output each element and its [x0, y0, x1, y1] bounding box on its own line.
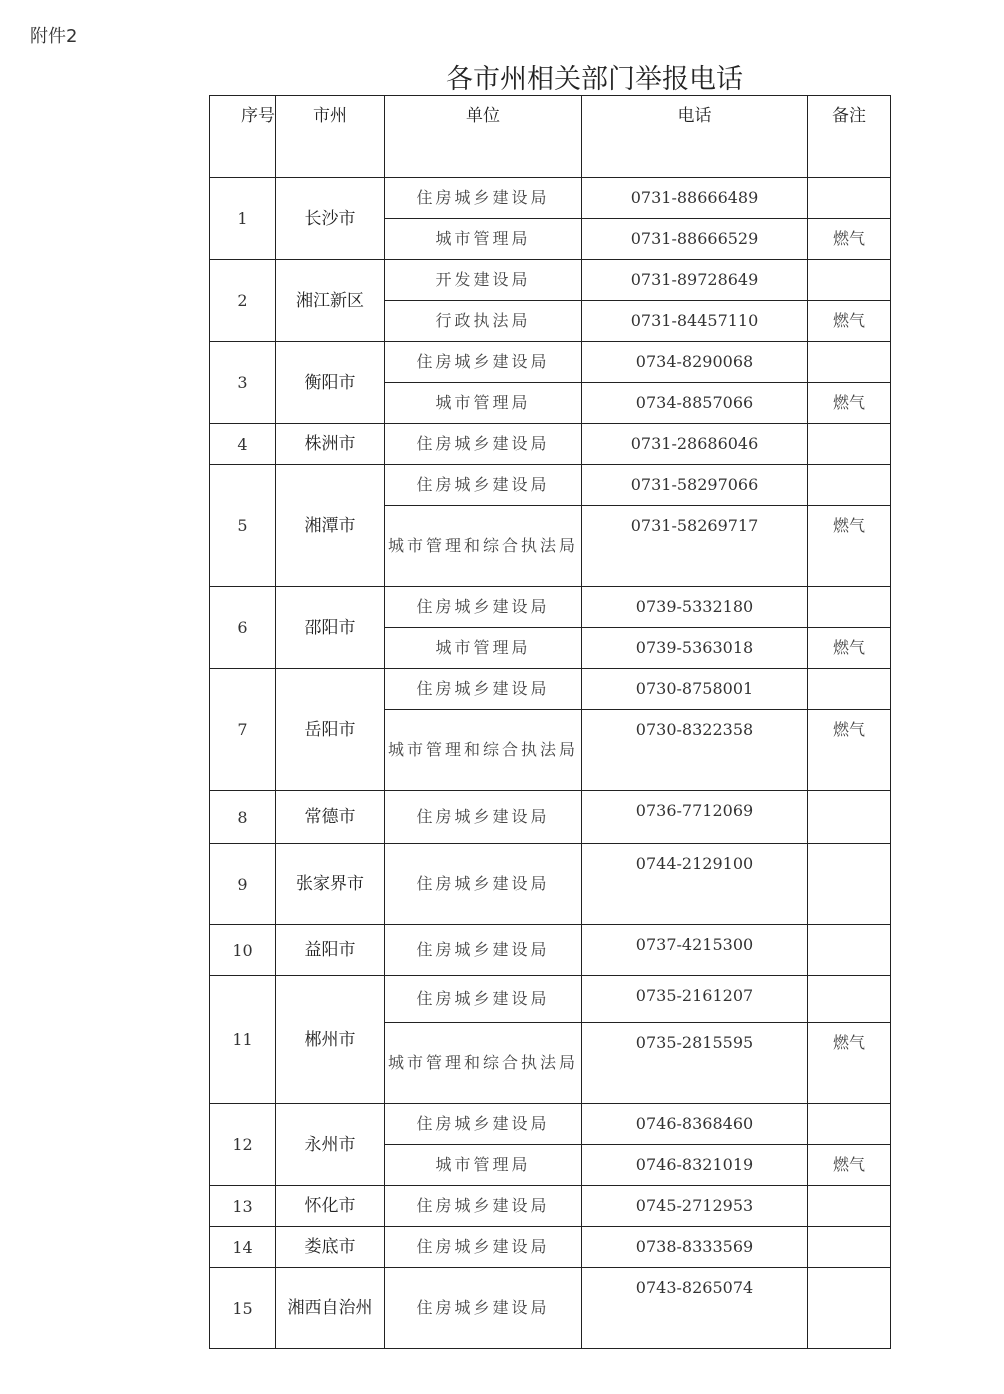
note [808, 844, 891, 925]
header-city: 市州 [276, 96, 385, 178]
table-row [210, 1268, 891, 1349]
city-name: 长沙市 [276, 178, 385, 260]
table-row [210, 844, 891, 925]
header-note: 备注 [808, 96, 891, 178]
note [808, 1227, 891, 1268]
table-row [210, 260, 891, 301]
department-name: 住房城乡建设局 [385, 669, 582, 710]
department-name: 住房城乡建设局 [385, 976, 582, 1023]
department-name: 住房城乡建设局 [385, 791, 582, 844]
phone-number: 0746-8321019 [582, 1145, 808, 1186]
table-row [210, 424, 891, 465]
note [808, 791, 891, 844]
city-name: 湘西自治州 [276, 1268, 385, 1349]
department-name: 住房城乡建设局 [385, 587, 582, 628]
department-name: 城市管理和综合执法局 [385, 1023, 582, 1104]
note: 燃气 [808, 710, 891, 791]
note: 燃气 [808, 219, 891, 260]
table-row [210, 669, 891, 710]
city-name: 邵阳市 [276, 587, 385, 669]
phone-number: 0735-2815595 [582, 1023, 808, 1104]
note [808, 587, 891, 628]
table-row [210, 925, 891, 976]
department-name: 城市管理局 [385, 1145, 582, 1186]
note [808, 1268, 891, 1349]
table-row [210, 976, 891, 1023]
note [808, 1104, 891, 1145]
city-name: 岳阳市 [276, 669, 385, 791]
phone-number: 0731-84457110 [582, 301, 808, 342]
city-name: 湘潭市 [276, 465, 385, 587]
note: 燃气 [808, 506, 891, 587]
table-row [210, 791, 891, 844]
note: 燃气 [808, 1023, 891, 1104]
phone-number: 0730-8322358 [582, 710, 808, 791]
phone-number: 0738-8333569 [582, 1227, 808, 1268]
phone-number: 0731-28686046 [582, 424, 808, 465]
city-name: 株洲市 [276, 424, 385, 465]
phone-number: 0745-2712953 [582, 1186, 808, 1227]
row-number: 7 [210, 669, 276, 791]
row-number: 5 [210, 465, 276, 587]
row-number: 1 [210, 178, 276, 260]
phone-number: 0731-88666529 [582, 219, 808, 260]
note [808, 976, 891, 1023]
phone-number: 0731-58269717 [582, 506, 808, 587]
department-name: 开发建设局 [385, 260, 582, 301]
phone-number: 0735-2161207 [582, 976, 808, 1023]
note [808, 260, 891, 301]
table-row [210, 178, 891, 219]
table-row [210, 587, 891, 628]
note [808, 342, 891, 383]
row-number: 9 [210, 844, 276, 925]
row-number: 11 [210, 976, 276, 1104]
phone-number: 0734-8290068 [582, 342, 808, 383]
department-name: 住房城乡建设局 [385, 178, 582, 219]
department-name: 行政执法局 [385, 301, 582, 342]
row-number: 4 [210, 424, 276, 465]
row-number: 10 [210, 925, 276, 976]
note [808, 465, 891, 506]
city-name: 衡阳市 [276, 342, 385, 424]
note: 燃气 [808, 628, 891, 669]
note [808, 1186, 891, 1227]
header-unit: 单位 [385, 96, 582, 178]
note [808, 925, 891, 976]
phone-number: 0730-8758001 [582, 669, 808, 710]
page-title: 各市州相关部门举报电话 [446, 64, 743, 95]
table-row [210, 1104, 891, 1145]
row-number: 6 [210, 587, 276, 669]
department-name: 城市管理和综合执法局 [385, 710, 582, 791]
phone-number: 0737-4215300 [582, 925, 808, 976]
phone-number: 0746-8368460 [582, 1104, 808, 1145]
city-name: 郴州市 [276, 976, 385, 1104]
phone-number: 0734-8857066 [582, 383, 808, 424]
note: 燃气 [808, 301, 891, 342]
header-seq: 序号 [210, 96, 276, 178]
note [808, 424, 891, 465]
row-number: 13 [210, 1186, 276, 1227]
department-name: 住房城乡建设局 [385, 1227, 582, 1268]
note: 燃气 [808, 1145, 891, 1186]
department-name: 城市管理局 [385, 219, 582, 260]
phone-number: 0731-88666489 [582, 178, 808, 219]
city-name: 怀化市 [276, 1186, 385, 1227]
department-name: 住房城乡建设局 [385, 1186, 582, 1227]
city-name: 永州市 [276, 1104, 385, 1186]
table-body [210, 178, 891, 1349]
department-name: 住房城乡建设局 [385, 844, 582, 925]
department-name: 城市管理和综合执法局 [385, 506, 582, 587]
row-number: 12 [210, 1104, 276, 1186]
city-name: 娄底市 [276, 1227, 385, 1268]
phone-number: 0744-2129100 [582, 844, 808, 925]
phone-number: 0739-5363018 [582, 628, 808, 669]
table-row [210, 342, 891, 383]
table-row [210, 1227, 891, 1268]
header-phone: 电话 [582, 96, 808, 178]
department-name: 城市管理局 [385, 383, 582, 424]
department-name: 城市管理局 [385, 628, 582, 669]
department-name: 住房城乡建设局 [385, 1268, 582, 1349]
phone-number: 0736-7712069 [582, 791, 808, 844]
department-name: 住房城乡建设局 [385, 1104, 582, 1145]
note [808, 669, 891, 710]
city-name: 常德市 [276, 791, 385, 844]
city-name: 益阳市 [276, 925, 385, 976]
row-number: 8 [210, 791, 276, 844]
department-name: 住房城乡建设局 [385, 424, 582, 465]
report-phone-table [209, 95, 891, 1349]
table-row [210, 1186, 891, 1227]
attachment-label: 附件2 [30, 26, 78, 47]
phone-number: 0731-89728649 [582, 260, 808, 301]
note: 燃气 [808, 383, 891, 424]
city-name: 湘江新区 [276, 260, 385, 342]
table-row [210, 465, 891, 506]
row-number: 14 [210, 1227, 276, 1268]
table-header-row [210, 96, 891, 178]
city-name: 张家界市 [276, 844, 385, 925]
department-name: 住房城乡建设局 [385, 925, 582, 976]
phone-number: 0743-8265074 [582, 1268, 808, 1349]
row-number: 3 [210, 342, 276, 424]
phone-number: 0739-5332180 [582, 587, 808, 628]
department-name: 住房城乡建设局 [385, 465, 582, 506]
phone-number: 0731-58297066 [582, 465, 808, 506]
note [808, 178, 891, 219]
department-name: 住房城乡建设局 [385, 342, 582, 383]
row-number: 15 [210, 1268, 276, 1349]
row-number: 2 [210, 260, 276, 342]
